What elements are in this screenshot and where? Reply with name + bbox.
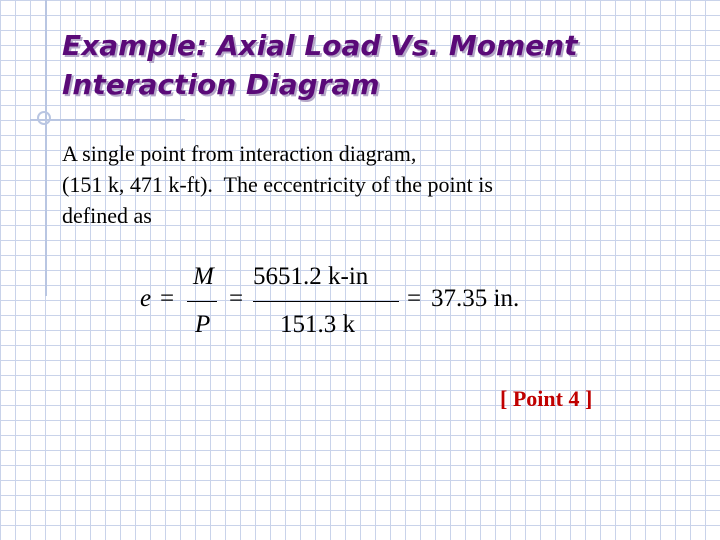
equation-result: 37.35 in. — [431, 285, 520, 312]
decorative-vertical-line — [45, 0, 47, 296]
equation-equals-2: = — [229, 285, 244, 312]
body-line-2: (151 k, 471 k-ft). The eccentricity of the point is — [62, 172, 493, 197]
slide-title — [62, 26, 702, 104]
body-line-3: defined as — [62, 203, 152, 228]
title-line-2: Interaction Diagram — [62, 68, 380, 101]
title-line-1: Example: Axial Load Vs. Moment — [62, 29, 578, 62]
equation-lhs: e — [140, 285, 152, 312]
equation-equals-3: = — [407, 285, 422, 312]
fraction-1-bar — [187, 301, 217, 302]
point-label: [ Point 4 ] — [500, 386, 593, 411]
fraction-2-numerator: 5651.2 k-in — [253, 263, 369, 290]
decorative-horizontal-line — [30, 119, 185, 121]
body-text — [62, 138, 682, 231]
decorative-circle-icon — [37, 111, 51, 125]
fraction-2-bar — [253, 301, 399, 302]
equation-equals-1: = — [160, 285, 175, 312]
fraction-2-denominator: 151.3 k — [280, 311, 355, 338]
fraction-1-denominator: P — [195, 311, 211, 338]
body-line-1: A single point from interaction diagram, — [62, 141, 417, 166]
fraction-1-numerator: M — [193, 263, 214, 290]
